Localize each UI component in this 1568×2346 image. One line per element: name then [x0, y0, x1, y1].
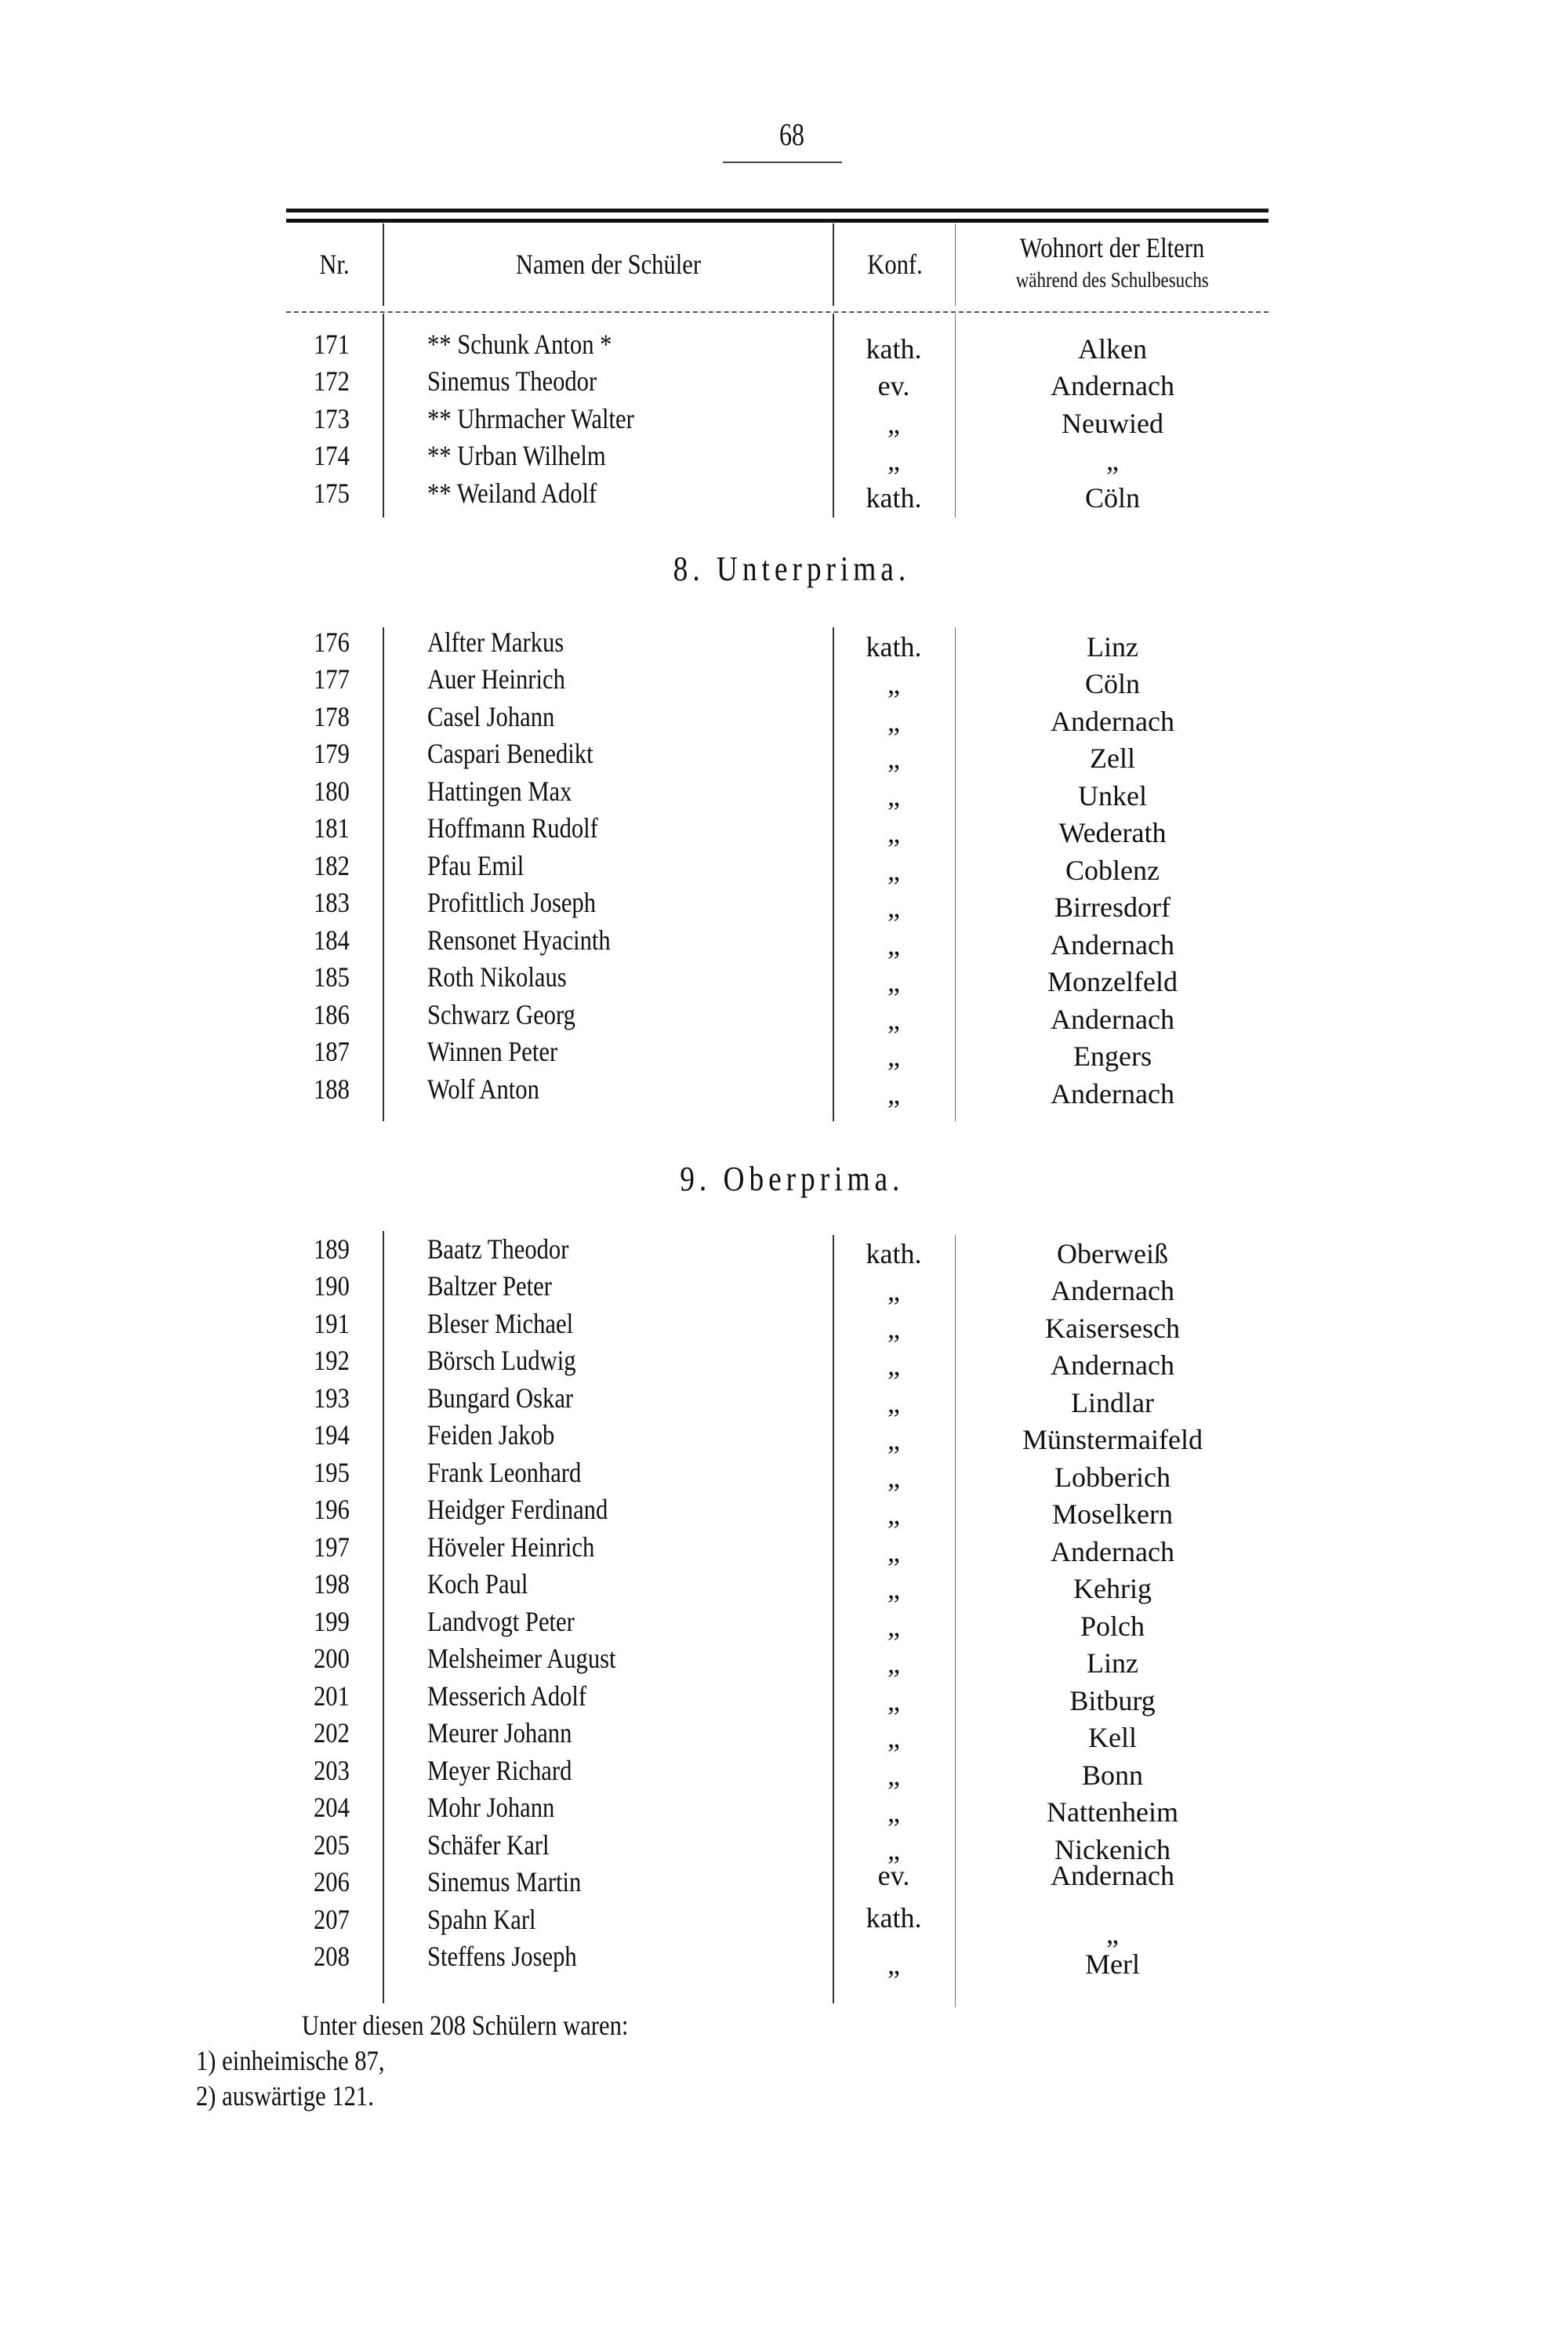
summary-intro: Unter diesen 208 Schülern waren:: [302, 2010, 629, 2041]
table-row: 198 Koch Paul „ Kehrig: [314, 1568, 1152, 1604]
table-row: 204 Mohr Johann „ Nattenheim: [314, 1792, 1178, 1828]
table-row: 171 ** Schunk Anton * kath. Alken: [314, 329, 1147, 365]
table-row: 184 Rensonet Hyacinth „ Andernach: [314, 924, 1174, 961]
table-row: 185 Roth Nikolaus „ Monzelfeld: [314, 961, 1178, 997]
table-row: 200 Melsheimer August „ Linz: [314, 1643, 1138, 1679]
table-row: 180 Hattingen Max „ Unkel: [314, 775, 1147, 812]
table-top-rule-2: [286, 219, 1269, 223]
table-row: 189 Baatz Theodor kath. Oberweiß: [314, 1233, 1168, 1269]
table-row: 174 ** Urban Wilhelm „ „: [314, 440, 1119, 476]
table-row: 199 Landvogt Peter „ Polch: [314, 1606, 1145, 1642]
table-row: 176 Alfter Markus kath. Linz: [314, 626, 1138, 663]
table-row: 205 Schäfer Karl „ Nickenich: [314, 1829, 1171, 1865]
table-row: 175 ** Weiland Adolf kath. Cöln: [314, 478, 1140, 514]
table-row: 178 Casel Johann „ Andernach: [314, 701, 1174, 737]
table-row: 192 Börsch Ludwig „ Andernach: [314, 1345, 1174, 1381]
header-nr: Nr.: [319, 249, 350, 280]
table-row: 193 Bungard Oskar „ Lindlar: [314, 1382, 1154, 1418]
header-wohnort: Wohnort der Eltern: [1020, 232, 1205, 263]
table-row: 207 Spahn Karl kath. „: [314, 1902, 1119, 1949]
header-divider: [955, 223, 956, 306]
header-divider: [833, 223, 834, 306]
table-row: 190 Baltzer Peter „ Andernach: [314, 1270, 1174, 1306]
table-row: 177 Auer Heinrich „ Cöln: [314, 663, 1140, 699]
table-row: 173 ** Uhrmacher Walter „ Neuwied: [314, 403, 1163, 439]
page-number: 68: [779, 117, 804, 152]
table-row: 203 Meyer Richard „ Bonn: [314, 1755, 1143, 1791]
header-bottom-rule: [286, 311, 1269, 313]
header-name: Namen der Schüler: [515, 249, 702, 280]
header-divider: [383, 223, 384, 306]
table-row: 196 Heidger Ferdinand „ Moselkern: [314, 1494, 1173, 1530]
table-row: 197 Höveler Heinrich „ Andernach: [314, 1531, 1174, 1567]
table-row: 208 Steffens Joseph „ Merl: [314, 1941, 1140, 1980]
table-row: 194 Feiden Jakob „ Münstermaifeld: [314, 1419, 1203, 1455]
page-number-underline: [723, 162, 842, 163]
table-row: 188 Wolf Anton „ Andernach: [314, 1073, 1174, 1109]
table-row: 179 Caspari Benedikt „ Zell: [314, 738, 1135, 774]
table-row: 202 Meurer Johann „ Kell: [314, 1717, 1137, 1753]
table-row: 191 Bleser Michael „ Kaisersesch: [314, 1308, 1180, 1344]
table-row: 182 Pfau Emil „ Coblenz: [314, 850, 1160, 886]
table-row: 172 Sinemus Theodor ev. Andernach: [314, 365, 1174, 401]
table-row: 195 Frank Leonhard „ Lobberich: [314, 1457, 1171, 1493]
table-row: 206 Sinemus Martin ev. Andernach: [314, 1860, 1174, 1898]
summary-item-einheimische: 1) einheimische 87,: [196, 2045, 385, 2076]
table-row: 181 Hoffmann Rudolf „ Wederath: [314, 812, 1167, 848]
table-top-rule-1: [286, 209, 1269, 212]
header-konf: Konf.: [866, 249, 923, 280]
table-row: 187 Winnen Peter „ Engers: [314, 1036, 1152, 1072]
summary-item-auswaertige: 2) auswärtige 121.: [196, 2080, 374, 2112]
table-row: 183 Profittlich Joseph „ Birresdorf: [314, 887, 1171, 923]
table-row: 186 Schwarz Georg „ Andernach: [314, 999, 1174, 1035]
header-wohnort-sub: während des Schulbesuchs: [1015, 268, 1210, 292]
table-row: 201 Messerich Adolf „ Bitburg: [314, 1680, 1156, 1716]
section-title-unterprima: 8. Unterprima.: [673, 550, 911, 588]
section-title-oberprima: 9. Oberprima.: [679, 1160, 905, 1198]
